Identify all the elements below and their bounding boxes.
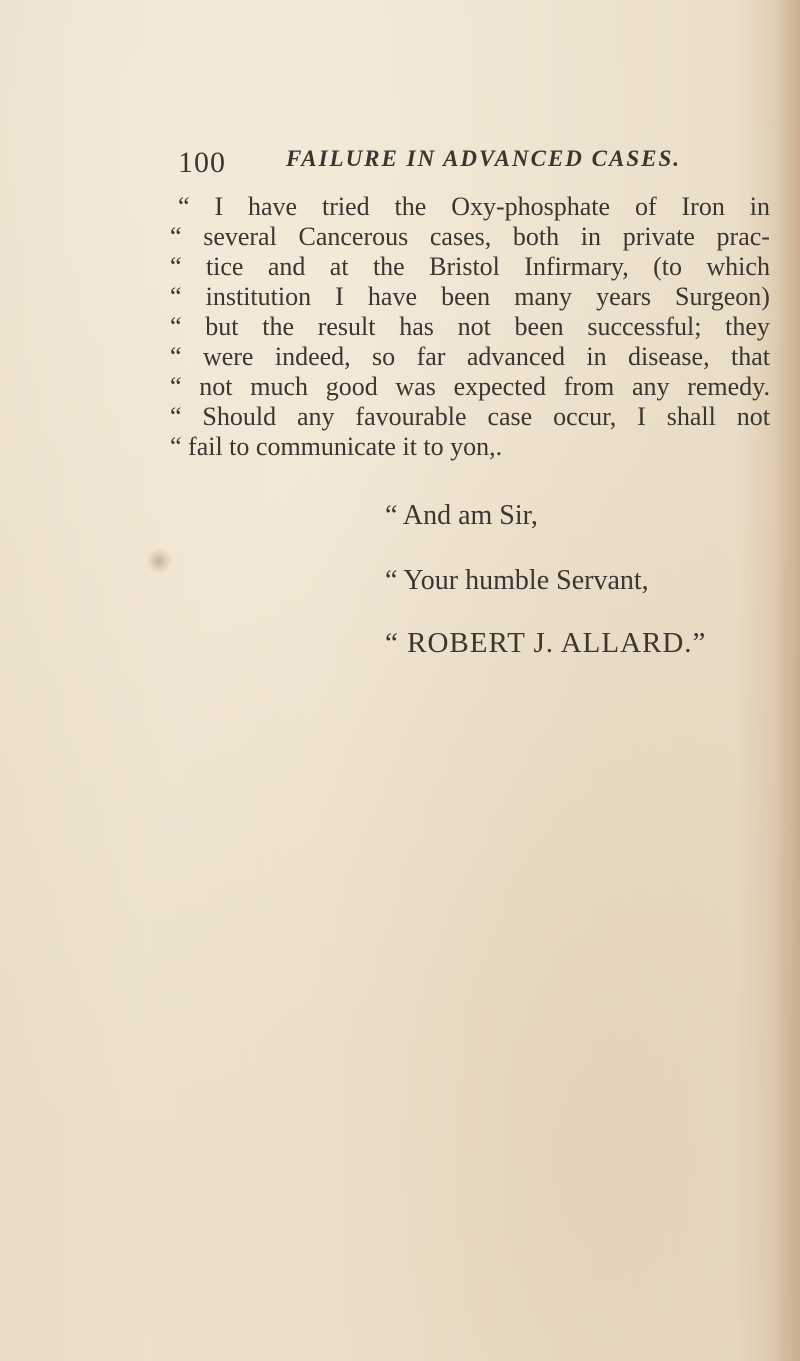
word: “ — [170, 342, 182, 371]
closing-valediction: “ Your humble Servant, — [385, 565, 649, 596]
word: in — [749, 192, 770, 221]
word: and — [267, 252, 306, 281]
letter-line — [170, 312, 770, 342]
word: but — [205, 312, 239, 341]
running-title: FAILURE IN ADVANCED CASES. — [286, 146, 682, 171]
word: institution — [205, 282, 312, 311]
letter-line-text — [170, 402, 770, 432]
letter-line-text — [170, 222, 770, 252]
letter-line — [170, 372, 770, 402]
word: not — [457, 312, 491, 341]
word: which — [706, 252, 770, 281]
letter-line — [170, 222, 770, 252]
letter-line — [170, 342, 770, 372]
word: “ — [170, 402, 182, 431]
word: tried — [321, 192, 370, 221]
word: of — [634, 192, 657, 221]
word: I — [335, 282, 344, 311]
letter-line-text — [170, 312, 770, 342]
word: far — [416, 342, 446, 371]
word: that — [730, 342, 770, 371]
word: the — [394, 192, 427, 221]
letter-line — [170, 432, 770, 462]
word: Should — [202, 402, 277, 431]
word: both — [512, 222, 560, 251]
letter-line-text — [170, 252, 770, 282]
letter-line — [170, 402, 770, 432]
word: have — [367, 282, 418, 311]
word: in — [580, 222, 602, 251]
word: I — [637, 402, 646, 431]
letter-line-text — [170, 342, 770, 372]
word: “ — [170, 372, 182, 401]
running-head — [178, 142, 682, 182]
letter-body — [170, 192, 770, 462]
word: case — [487, 402, 533, 431]
word: advanced — [466, 342, 565, 371]
letter-line — [170, 282, 770, 312]
page-edge-shading — [772, 0, 800, 1361]
signature: “ ROBERT J. ALLARD.” — [385, 627, 707, 659]
word: “ — [170, 252, 182, 281]
word: any — [296, 402, 335, 431]
word: Surgeon) — [675, 282, 770, 311]
word: private — [622, 222, 695, 251]
word: they — [725, 312, 770, 341]
word: not — [199, 372, 233, 401]
word: from — [563, 372, 615, 401]
word: Oxy-phosphate — [451, 192, 611, 221]
word: prac- — [716, 222, 770, 251]
word: result — [317, 312, 376, 341]
letter-line-text — [178, 192, 770, 222]
word: so — [372, 342, 396, 371]
word: occur, — [553, 402, 617, 431]
word: indeed, — [274, 342, 351, 371]
word: much — [250, 372, 308, 401]
word: (to — [653, 252, 683, 281]
word: good — [325, 372, 378, 401]
word: favourable — [355, 402, 467, 431]
word: years — [596, 282, 651, 311]
word: was — [395, 372, 436, 401]
word: “ — [170, 222, 182, 251]
word: have — [248, 192, 298, 221]
word: the — [372, 252, 405, 281]
word: were — [202, 342, 254, 371]
word: “ — [178, 192, 190, 221]
word: Bristol — [429, 252, 500, 281]
word: has — [399, 312, 434, 341]
word: not — [736, 402, 770, 431]
word: disease, — [628, 342, 710, 371]
closing-salutation: “ And am Sir, — [385, 500, 538, 531]
word: been — [441, 282, 491, 311]
word: at — [329, 252, 349, 281]
letter-line-text — [170, 282, 770, 312]
word: the — [262, 312, 294, 341]
word: shall — [666, 402, 716, 431]
letter-line-text — [170, 372, 770, 402]
word: in — [586, 342, 607, 371]
word: been — [514, 312, 564, 341]
word: tice — [205, 252, 244, 281]
word: remedy. — [687, 372, 770, 401]
letter-line — [170, 192, 770, 222]
paper-stain — [146, 548, 172, 574]
page-number: 100 — [178, 146, 226, 179]
letter-line-text: “ fail to communicate it to yon,. — [170, 432, 503, 461]
word: Iron — [681, 192, 725, 221]
letter-line — [170, 252, 770, 282]
word: successful; — [587, 312, 702, 341]
word: Infirmary, — [524, 252, 629, 281]
word: “ — [170, 312, 182, 341]
word: I — [214, 192, 224, 221]
word: any — [631, 372, 670, 401]
word: “ — [170, 282, 182, 311]
word: many — [514, 282, 573, 311]
word: cases, — [429, 222, 492, 251]
word: Cancerous — [298, 222, 409, 251]
word: several — [203, 222, 277, 251]
word: expected — [453, 372, 546, 401]
